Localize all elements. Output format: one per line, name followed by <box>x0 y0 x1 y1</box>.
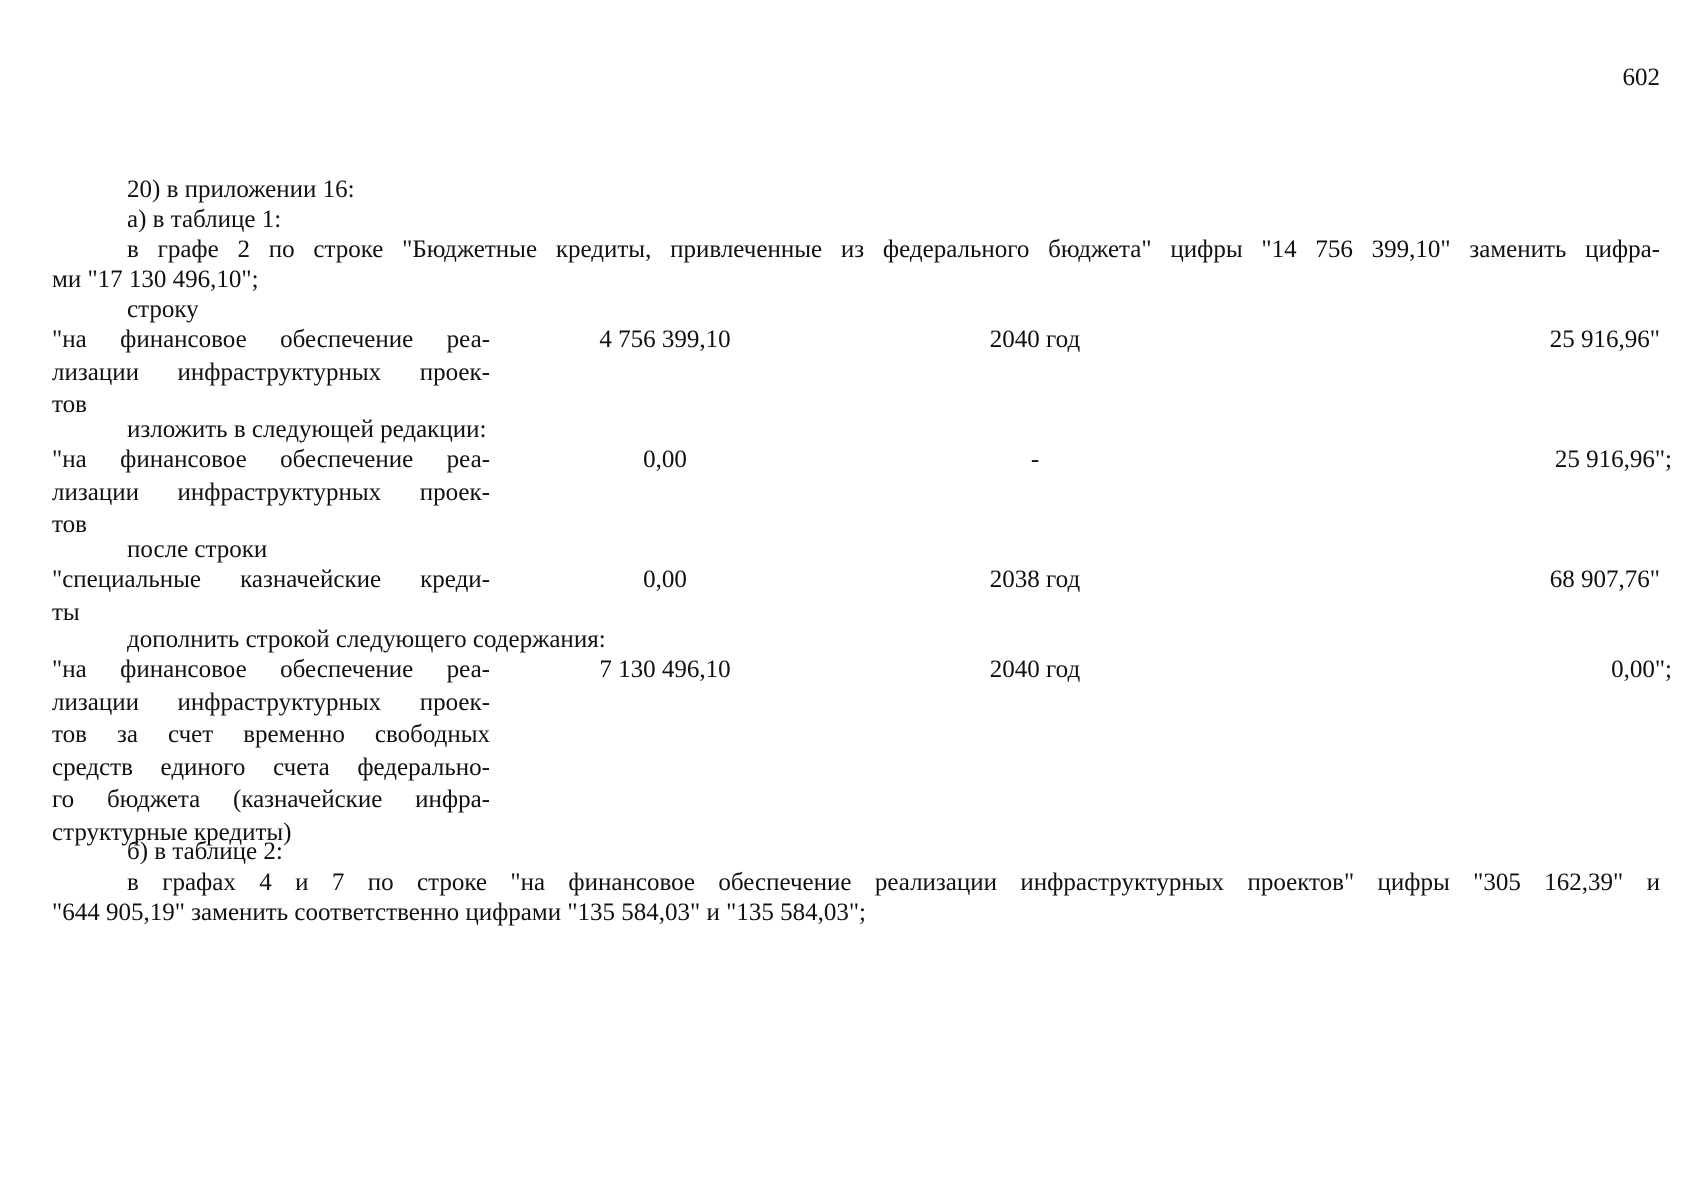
new-row-desc-line: лизации инфраструктурных проек- <box>52 478 490 506</box>
added-row-description <box>52 654 490 849</box>
new-row-desc-line: "на финансовое обеспечение реа- <box>52 446 490 473</box>
added-row-desc-line: средств единого счета федерально- <box>52 753 490 781</box>
old-row-desc-line: тов <box>52 391 87 418</box>
subsection-b-heading: б) в таблице 2: <box>127 838 283 865</box>
label-add: дополнить строкой следующего содержания: <box>127 626 606 653</box>
paragraph-a-line-1: в графе 2 по строке "Бюджетные кредиты, привлеченные из федерального бюджета" цифры "14 756 399,10" заменить цифра- <box>127 236 1660 263</box>
paragraph-a-line-2: ми "17 130 496,10"; <box>52 266 259 293</box>
ref-row-desc-line: ты <box>52 598 80 626</box>
added-row-value: 0,00"; <box>1611 656 1672 683</box>
section-heading: 20) в приложении 16: <box>127 176 355 203</box>
new-row-desc-line: тов <box>52 511 87 538</box>
added-row-desc-line: го бюджета (казначейские инфра- <box>52 786 490 813</box>
old-row-desc-line: "на финансовое обеспечение реа- <box>52 326 490 353</box>
old-row-description <box>52 324 490 422</box>
old-row-year: 2040 год <box>989 326 1081 353</box>
ref-row-desc-line: "специальные казначейские креди- <box>52 566 490 593</box>
ref-row-year: 2038 год <box>989 566 1081 593</box>
label-replace: изложить в следующей редакции: <box>127 416 487 443</box>
new-row-amount: 0,00 <box>643 446 687 473</box>
paragraph-b-line-2: "644 905,19" заменить соответственно цифрами "135 584,03" и "135 584,03"; <box>52 899 866 926</box>
new-row-description <box>52 444 490 542</box>
added-row-desc-line: структурные кредиты) <box>52 818 292 846</box>
ref-row-description <box>52 564 490 629</box>
new-row-year: - <box>1030 446 1040 473</box>
subsection-a-heading: а) в таблице 1: <box>127 206 282 233</box>
ref-row-amount: 0,00 <box>643 566 687 593</box>
added-row-desc-line: тов за счет временно свободных <box>52 721 490 748</box>
added-row-desc-line: лизации инфраструктурных проек- <box>52 688 490 716</box>
paragraph-b-line-1: в графах 4 и 7 по строке "на финансовое обеспечение реализации инфраструктурных проектов" цифры "305 162,39" и <box>127 869 1660 896</box>
added-row-year: 2040 год <box>989 656 1081 683</box>
old-row-value: 25 916,96" <box>1549 326 1660 353</box>
old-row-desc-line: лизации инфраструктурных проек- <box>52 358 490 386</box>
label-after: после строки <box>127 536 268 563</box>
new-row-value: 25 916,96"; <box>1554 446 1672 473</box>
ref-row-value: 68 907,76" <box>1549 566 1660 593</box>
page-number: 602 <box>1622 64 1660 91</box>
added-row-desc-line: "на финансовое обеспечение реа- <box>52 656 490 683</box>
added-row-amount: 7 130 496,10 <box>599 656 731 683</box>
old-row-amount: 4 756 399,10 <box>599 326 731 353</box>
label-row: строку <box>127 296 199 323</box>
